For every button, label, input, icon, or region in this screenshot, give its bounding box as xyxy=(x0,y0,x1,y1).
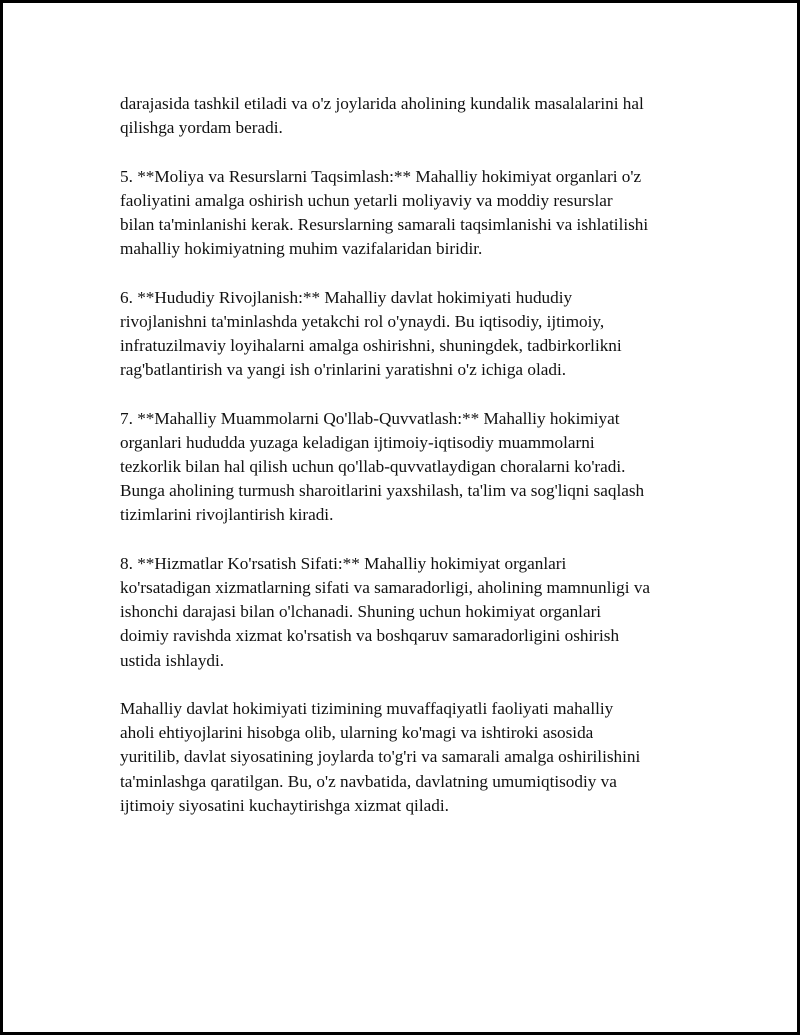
text-line: darajasida tashkil etiladi va o'z joylarida aholining kundalik masalalarini hal xyxy=(120,94,644,113)
text-line: 8. **Hizmatlar Ko'rsatish Sifati:** Mahalliy hokimiyat organlari xyxy=(120,553,567,573)
text-line: yuritilib, davlat siyosatining joylarda to'g'ri va samarali amalga oshirilishini xyxy=(120,747,641,767)
text-line: mahalliy hokimiyatning muhim vazifalaridan biridir. xyxy=(120,239,483,259)
text-line: infratuzilmaviy loyihalarni amalga oshirishni, shuningdek, tadbirkorlikni xyxy=(120,336,622,355)
text-line: doimiy ravishda xizmat ko'rsatish va boshqaruv samaradorligini oshirish xyxy=(120,626,620,646)
paragraph-item-8 xyxy=(120,552,700,673)
text-line: rivojlanishni ta'minlashda yetakchi rol o'ynaydi. Bu iqtisodiy, ijtimoiy, xyxy=(120,311,605,331)
text-line: Mahalliy davlat hokimiyati tizimining muvaffaqiyatli faoliyati mahalliy xyxy=(120,699,614,718)
text-line: 6. **Hududiy Rivojlanish:** Mahalliy davlat hokimiyati hududiy xyxy=(120,287,573,307)
text-line: tezkorlik bilan hal qilish uchun qo'llab-quvvatlaydigan choralarni ko'radi. xyxy=(120,457,626,476)
paragraph-continuation xyxy=(120,92,700,140)
text-line: qilishga yordam beradi. xyxy=(120,118,283,138)
text-line: bilan ta'minlanishi kerak. Resurslarning samarali taqsimlanishi va ishlatilishi xyxy=(120,215,649,234)
text-line: rag'batlantirish va yangi ish o'rinlarini yaratishni o'z ichiga oladi. xyxy=(120,360,567,380)
text-line: aholi ehtiyojlarini hisobga olib, ularning ko'magi va ishtiroki asosida xyxy=(120,723,594,743)
paragraph-conclusion xyxy=(120,697,700,818)
text-line: ustida ishlaydi. xyxy=(120,650,225,670)
paragraph-item-6 xyxy=(120,286,700,383)
text-line: Bunga aholining turmush sharoitlarini yaxshilash, ta'lim va sog'liqni saqlash xyxy=(120,481,645,501)
text-line: faoliyatini amalga oshirish uchun yetarli moliyaviy va moddiy resurslar xyxy=(120,190,613,210)
text-line: ijtimoiy siyosatini kuchaytirishga xizmat qiladi. xyxy=(120,795,449,815)
paragraph-item-5 xyxy=(120,165,700,262)
text-line: ishonchi darajasi bilan o'lchanadi. Shuning uchun hokimiyat organlari xyxy=(120,602,602,622)
text-line: tizimlarini rivojlantirish kiradi. xyxy=(120,505,334,525)
text-line: organlari hududda yuzaga keladigan ijtimoiy-iqtisodiy muammolarni xyxy=(120,432,595,452)
text-line: 5. **Moliya va Resurslarni Taqsimlash:** Mahalliy hokimiyat organlari o'z xyxy=(120,166,642,186)
paragraph-item-7 xyxy=(120,407,700,528)
text-line: 7. **Mahalliy Muammolarni Qo'llab-Quvvatlash:** Mahalliy hokimiyat xyxy=(120,408,620,428)
text-line: ko'rsatadigan xizmatlarning sifati va samaradorligi, aholining mamnunligi va xyxy=(120,578,651,597)
document-body xyxy=(120,92,700,842)
text-line: ta'minlashga qaratilgan. Bu, o'z navbatida, davlatning umumiqtisodiy va xyxy=(120,771,617,791)
